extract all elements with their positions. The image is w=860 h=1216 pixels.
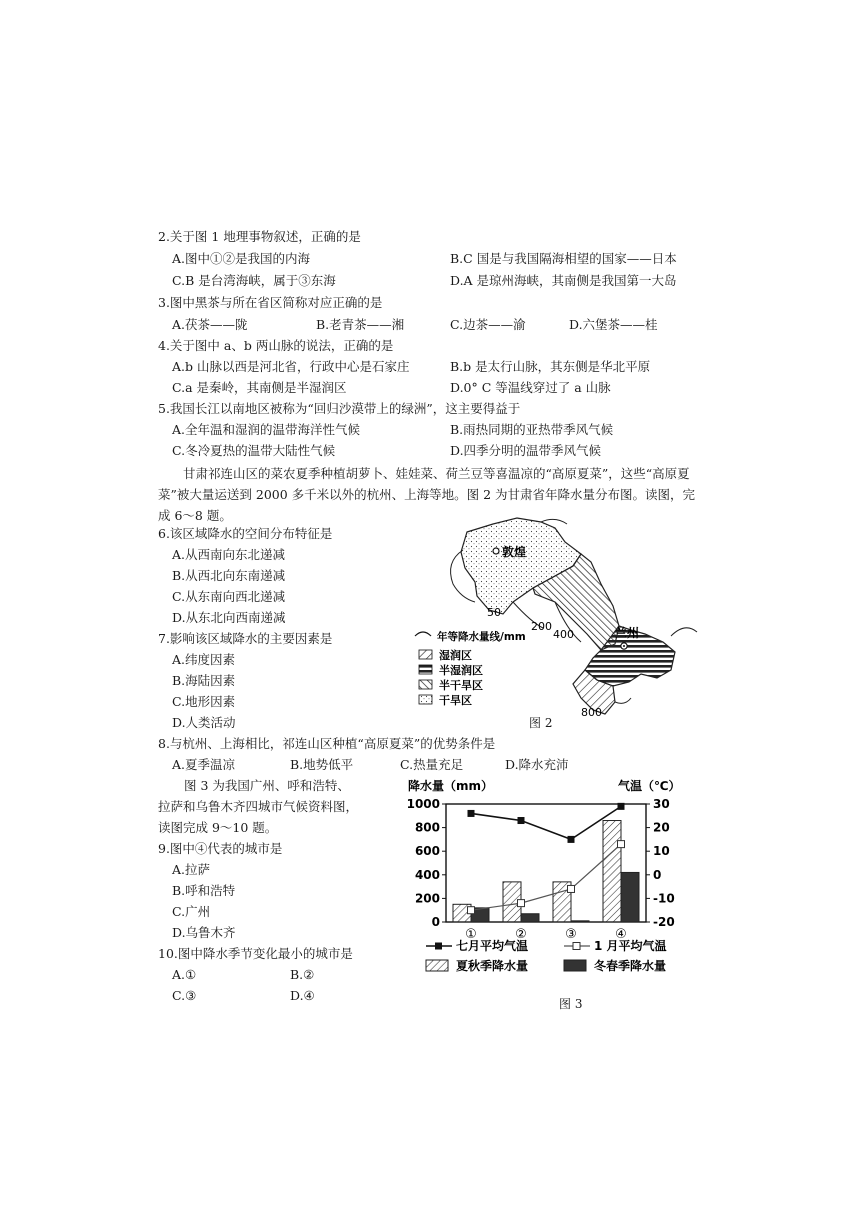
y-left-tick-label: 400 [414, 867, 440, 882]
y-right-tick-label: 20 [653, 820, 670, 835]
q9-option-a: A.拉萨 [172, 862, 211, 877]
y-right-tick-label: -20 [653, 915, 675, 929]
y-left-tick-label: 1000 [406, 797, 440, 811]
isoline-200-label: 200 [531, 620, 552, 633]
q3-stem: 3.图中黑茶与所在省区简称对应正确的是 [158, 295, 383, 310]
passage2-line-1: 图 3 为我国广州、呼和浩特、 [184, 778, 350, 793]
point-july-temp [468, 810, 475, 817]
category-label: ④ [615, 927, 627, 942]
q4-stem: 4.关于图中 a、b 两山脉的说法，正确的是 [158, 338, 394, 353]
point-jan-temp [468, 907, 475, 914]
line-july-temp [471, 806, 621, 839]
q7-option-d: D.人类活动 [172, 715, 236, 730]
y-axis-right-label: 气温（℃） [618, 779, 681, 793]
y-left-tick-label: 200 [414, 891, 440, 906]
y-left-tick-label: 600 [414, 844, 440, 859]
q3-option-b: B.老青茶——湘 [316, 317, 405, 332]
q8-option-b: B.地势低平 [290, 757, 354, 772]
category-label: ③ [565, 927, 577, 942]
point-jan-temp [518, 900, 525, 907]
legend-swatch-arid [419, 695, 432, 704]
dunhuang-marker [493, 548, 499, 554]
q3-option-a: A.茯茶——陇 [172, 317, 248, 332]
legend-winter-label: 冬春季降水量 [594, 959, 667, 973]
q10-option-c: C.③ [172, 988, 197, 1003]
legend-july-symbol-point [435, 943, 442, 950]
legend-swatch-semi-humid [419, 665, 432, 674]
city-dunhuang-label: 敦煌 [502, 545, 527, 559]
passage2-line-3: 读图完成 9～10 题。 [158, 820, 278, 835]
legend-humid-label: 湿润区 [439, 649, 472, 662]
bar-winter-spring-precip [571, 921, 589, 922]
q10-option-a: A.① [172, 967, 197, 982]
y-right-tick-label: 10 [653, 844, 670, 859]
q5-option-a: A.全年温和湿润的温带海洋性气候 [172, 422, 361, 437]
passage-paragraph: 甘肃祁连山区的菜农夏季种植胡萝卜、娃娃菜、荷兰豆等喜温凉的“高原夏菜”，这些“高原夏菜”被大量运送到 2000 多千米以外的杭州、上海等地。图 2 为甘肃省年降水量分布图。读图，完成 6～8 题。 [158, 466, 696, 523]
q3-option-d: D.六堡茶——桂 [569, 317, 658, 332]
figure-3-caption: 图 3 [559, 997, 583, 1011]
isoline-50-label: 50 [487, 606, 501, 619]
q6-stem: 6.该区域降水的空间分布特征是 [158, 526, 333, 541]
point-july-temp [618, 803, 625, 810]
legend-arid-label: 干旱区 [439, 694, 472, 707]
point-july-temp [518, 817, 525, 824]
bar-winter-spring-precip [521, 914, 539, 922]
y-right-tick-label: 0 [653, 867, 662, 882]
point-jan-temp [618, 841, 625, 848]
legend-swatch-humid [419, 650, 432, 659]
q9-option-d: D.乌鲁木齐 [172, 925, 236, 940]
q4-option-a: A.b 山脉以西是河北省，行政中心是石家庄 [172, 359, 410, 374]
q2-option-c: C.B 是台湾海峡，属于③东海 [172, 273, 336, 288]
q7-option-b: B.海陆因素 [172, 673, 236, 688]
q2-stem: 2.关于图 1 地理事物叙述，正确的是 [158, 229, 361, 244]
q2-option-d: D.A 是琼州海峡，其南侧是我国第一大岛 [450, 273, 677, 288]
point-july-temp [568, 836, 575, 843]
passage2-line-2: 拉萨和乌鲁木齐四城市气候资料图， [158, 799, 359, 814]
q8-option-c: C.热量充足 [400, 757, 464, 772]
legend-semi-humid-label: 半湿润区 [439, 664, 483, 677]
legend-jan-label: 1 月平均气温 [594, 939, 667, 953]
q5-option-b: B.雨热同期的亚热带季风气候 [450, 422, 614, 437]
legend-july-label: 七月平均气温 [456, 939, 529, 953]
legend-summer-swatch [426, 960, 448, 971]
isoline-800-label: 800 [581, 706, 602, 719]
figure-2-caption: 图 2 [529, 716, 553, 730]
q10-option-d: D.④ [290, 988, 315, 1003]
category-label: ① [465, 927, 477, 942]
isoline-legend-label: 年等降水量线/mm [437, 631, 526, 643]
q10-option-b: B.② [290, 967, 315, 982]
legend-semi-arid-label: 半干旱区 [439, 679, 483, 692]
q4-option-d: D.0° C 等温线穿过了 a 山脉 [450, 380, 611, 395]
legend-jan-symbol-point [573, 943, 580, 950]
isoline-legend-symbol [415, 632, 431, 636]
q4-option-b: B.b 是太行山脉，其东侧是华北平原 [450, 359, 651, 374]
q2-option-a: A.图中①②是我国的内海 [172, 251, 311, 266]
category-label: ② [515, 927, 527, 942]
q5-stem: 5.我国长江以南地区被称为“回归沙漠带上的绿洲”，这主要得益于 [158, 401, 521, 416]
q8-stem: 8.与杭州、上海相比，祁连山区种植“高原夏菜”的优势条件是 [158, 736, 496, 751]
q8-option-d: D.降水充沛 [505, 757, 569, 772]
q6-option-d: D.从东北向西南递减 [172, 610, 286, 625]
y-left-tick-label: 0 [431, 915, 440, 929]
q7-option-c: C.地形因素 [172, 694, 236, 709]
gansu-precipitation-map [405, 510, 705, 725]
bar-winter-spring-precip [621, 872, 639, 922]
q7-option-a: A.纬度因素 [172, 652, 236, 667]
y-axis-left-label: 降水量（mm） [408, 779, 494, 793]
q8-option-a: A.夏季温凉 [172, 757, 236, 772]
climate-chart [400, 774, 700, 984]
isoline-400-label: 400 [553, 628, 574, 641]
bar-summer-autumn-precip [603, 821, 621, 922]
q9-option-b: B.呼和浩特 [172, 883, 236, 898]
q6-option-c: C.从东南向西北递减 [172, 589, 286, 604]
y-right-tick-label: -10 [653, 891, 675, 906]
y-left-tick-label: 800 [414, 820, 440, 835]
q5-option-c: C.冬冷夏热的温带大陆性气候 [172, 443, 336, 458]
q3-option-c: C.边茶——渝 [450, 317, 526, 332]
legend-summer-label: 夏秋季降水量 [456, 959, 529, 973]
point-jan-temp [568, 885, 575, 892]
legend-swatch-semi-arid [419, 680, 432, 689]
q9-stem: 9.图中④代表的城市是 [158, 841, 283, 856]
city-lanzhou-label: 兰州 [615, 626, 640, 640]
q9-option-c: C.广州 [172, 904, 211, 919]
line-jan-temp [471, 844, 621, 910]
q4-option-c: C.a 是秦岭，其南侧是半湿润区 [172, 380, 347, 395]
y-right-tick-label: 30 [653, 797, 670, 811]
legend-winter-swatch [564, 960, 586, 971]
q6-option-a: A.从西南向东北递减 [172, 547, 286, 562]
q5-option-d: D.四季分明的温带季风气候 [450, 443, 602, 458]
q6-option-b: B.从西北向东南递减 [172, 568, 286, 583]
q10-stem: 10.图中降水季节变化最小的城市是 [158, 946, 353, 961]
q2-option-b: B.C 国是与我国隔海相望的国家——日本 [450, 251, 677, 266]
q7-stem: 7.影响该区域降水的主要因素是 [158, 631, 333, 646]
